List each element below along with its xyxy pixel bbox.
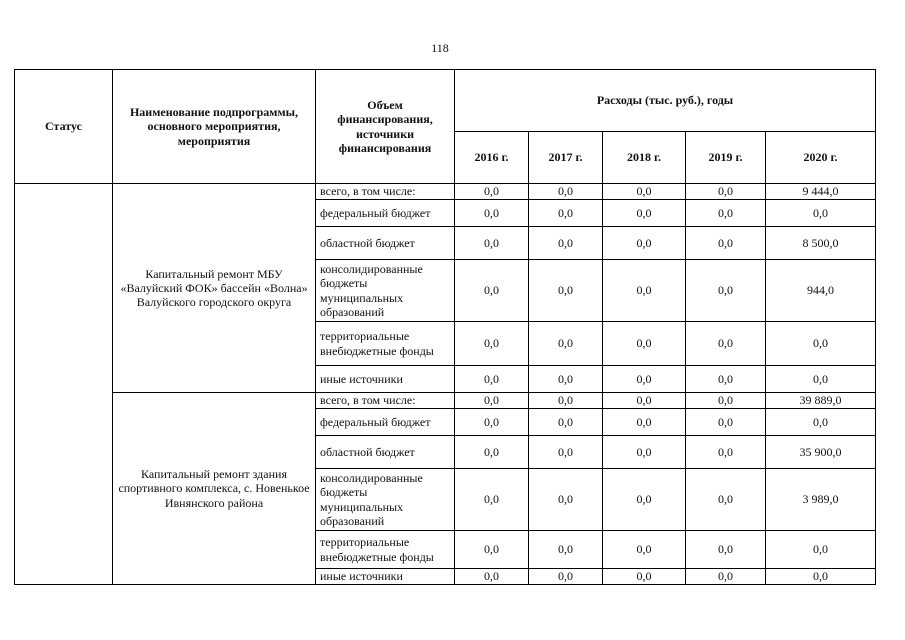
value-cell: 0,0 bbox=[686, 200, 766, 227]
source-cell: федеральный бюджет bbox=[316, 200, 455, 227]
page-number: 118 bbox=[431, 41, 449, 55]
financing-table bbox=[14, 69, 876, 585]
source-cell: иные источники bbox=[316, 569, 455, 585]
value-cell: 0,0 bbox=[603, 322, 686, 366]
header-year: 2016 г. bbox=[455, 132, 529, 184]
value-cell: 0,0 bbox=[529, 184, 603, 200]
header-volume: Объем финансирования, источники финансирования bbox=[316, 70, 455, 184]
value-cell: 0,0 bbox=[529, 366, 603, 393]
value-cell: 0,0 bbox=[766, 569, 876, 585]
source-cell: областной бюджет bbox=[316, 227, 455, 260]
value-cell: 944,0 bbox=[766, 260, 876, 322]
source-cell: всего, в том числе: bbox=[316, 393, 455, 409]
value-cell: 0,0 bbox=[529, 409, 603, 436]
source-cell: консолидированные бюджеты муниципальных образований bbox=[316, 260, 455, 322]
value-cell: 0,0 bbox=[529, 469, 603, 531]
value-cell: 0,0 bbox=[603, 184, 686, 200]
value-cell: 0,0 bbox=[766, 322, 876, 366]
event-name: Капитальный ремонт здания спортивного комплекса, с. Новенькое Ивнянского района bbox=[113, 393, 316, 585]
value-cell: 0,0 bbox=[603, 436, 686, 469]
source-cell: территориальные внебюджетные фонды bbox=[316, 322, 455, 366]
value-cell: 0,0 bbox=[529, 200, 603, 227]
value-cell: 0,0 bbox=[455, 569, 529, 585]
value-cell: 0,0 bbox=[603, 366, 686, 393]
value-cell: 0,0 bbox=[686, 409, 766, 436]
value-cell: 0,0 bbox=[686, 393, 766, 409]
value-cell: 0,0 bbox=[455, 322, 529, 366]
table-row bbox=[15, 184, 876, 200]
source-cell: консолидированные бюджеты муниципальных образований bbox=[316, 469, 455, 531]
table-body bbox=[15, 184, 876, 585]
value-cell: 0,0 bbox=[455, 393, 529, 409]
value-cell: 0,0 bbox=[686, 366, 766, 393]
value-cell: 0,0 bbox=[686, 322, 766, 366]
value-cell: 0,0 bbox=[766, 531, 876, 569]
value-cell: 0,0 bbox=[686, 531, 766, 569]
value-cell: 0,0 bbox=[766, 366, 876, 393]
value-cell: 0,0 bbox=[603, 227, 686, 260]
value-cell: 0,0 bbox=[455, 260, 529, 322]
value-cell: 0,0 bbox=[529, 436, 603, 469]
value-cell: 0,0 bbox=[603, 409, 686, 436]
value-cell: 0,0 bbox=[766, 409, 876, 436]
header-year: 2019 г. bbox=[686, 132, 766, 184]
source-cell: всего, в том числе: bbox=[316, 184, 455, 200]
value-cell: 0,0 bbox=[686, 436, 766, 469]
value-cell: 0,0 bbox=[455, 436, 529, 469]
value-cell: 0,0 bbox=[455, 184, 529, 200]
value-cell: 0,0 bbox=[686, 184, 766, 200]
value-cell: 0,0 bbox=[529, 227, 603, 260]
value-cell: 0,0 bbox=[603, 200, 686, 227]
table-header bbox=[15, 70, 876, 184]
value-cell: 0,0 bbox=[529, 393, 603, 409]
value-cell: 0,0 bbox=[766, 200, 876, 227]
value-cell: 0,0 bbox=[603, 393, 686, 409]
value-cell: 0,0 bbox=[686, 569, 766, 585]
value-cell: 0,0 bbox=[603, 569, 686, 585]
value-cell: 35 900,0 bbox=[766, 436, 876, 469]
header-name: Наименование подпрограммы, основного мероприятия, мероприятия bbox=[113, 70, 316, 184]
event-name: Капитальный ремонт МБУ «Валуйский ФОК» бассейн «Волна» Валуйского городского округа bbox=[113, 184, 316, 393]
source-cell: территориальные внебюджетные фонды bbox=[316, 531, 455, 569]
value-cell: 0,0 bbox=[455, 366, 529, 393]
value-cell: 0,0 bbox=[455, 531, 529, 569]
table-row bbox=[15, 393, 876, 409]
value-cell: 0,0 bbox=[455, 200, 529, 227]
value-cell: 0,0 bbox=[686, 260, 766, 322]
header-year: 2018 г. bbox=[603, 132, 686, 184]
value-cell: 0,0 bbox=[529, 322, 603, 366]
status-cell bbox=[15, 184, 113, 585]
value-cell: 39 889,0 bbox=[766, 393, 876, 409]
header-expenses: Расходы (тыс. руб.), годы bbox=[455, 70, 876, 132]
header-status: Статус bbox=[15, 70, 113, 184]
value-cell: 0,0 bbox=[603, 531, 686, 569]
value-cell: 0,0 bbox=[455, 469, 529, 531]
value-cell: 0,0 bbox=[529, 569, 603, 585]
value-cell: 0,0 bbox=[603, 469, 686, 531]
value-cell: 0,0 bbox=[603, 260, 686, 322]
value-cell: 0,0 bbox=[686, 227, 766, 260]
value-cell: 0,0 bbox=[529, 531, 603, 569]
value-cell: 0,0 bbox=[686, 469, 766, 531]
value-cell: 0,0 bbox=[455, 227, 529, 260]
value-cell: 8 500,0 bbox=[766, 227, 876, 260]
source-cell: федеральный бюджет bbox=[316, 409, 455, 436]
source-cell: иные источники bbox=[316, 366, 455, 393]
value-cell: 0,0 bbox=[529, 260, 603, 322]
value-cell: 0,0 bbox=[455, 409, 529, 436]
header-year: 2020 г. bbox=[766, 132, 876, 184]
value-cell: 3 989,0 bbox=[766, 469, 876, 531]
value-cell: 9 444,0 bbox=[766, 184, 876, 200]
header-year: 2017 г. bbox=[529, 132, 603, 184]
source-cell: областной бюджет bbox=[316, 436, 455, 469]
